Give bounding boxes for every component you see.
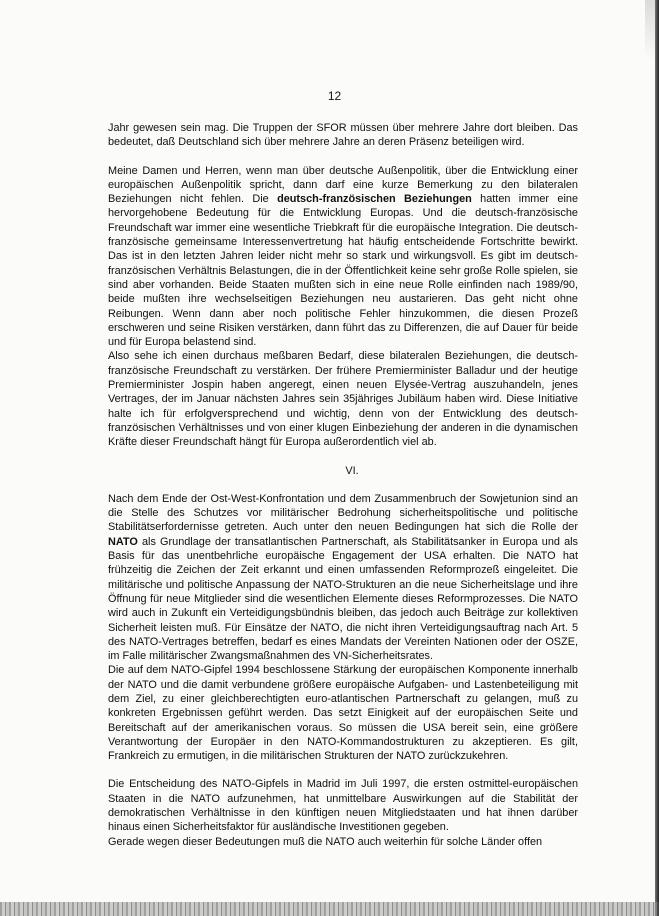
document-body [108,121,578,849]
text-run: Jahr gewesen sein mag. Die Truppen der SFOR müssen über mehrere Jahre dort bleiben. Das bedeutet, daß Deutschland sich über mehrere Jahre an deren Präsenz beteiligen wird. [108,122,578,149]
page-number: 12 [327,89,342,103]
paragraph [108,121,578,150]
scan-edge-bottom [0,902,659,916]
paragraph [108,164,578,350]
bold-phrase: deutsch-französischen Beziehungen [277,193,472,206]
section-heading [108,464,578,478]
paragraph [108,492,578,664]
scan-edge-right [655,0,659,916]
bold-phrase: NATO [108,535,138,548]
text-run: hatten immer eine hervorgehobene Bedeutung für die Entwicklung Europas. Und die deutsch-französische Freundschaft war immer eine wesentliche Triebkraft für die europäische Integration. Die deutsch-französische gemeinsame Interessenvertretung hat häufig entscheidende Fortschritte bewirkt. Das ist in den letzten Jahren leider nicht mehr so stark und wirkungsvoll. Es gibt im deutsch-französischen Verhältnis Belastungen, die in der Öffentlichkeit keine sehr große Rolle spielen, sie sind aber vorhanden. Beide Staaten mußten sich in eine neue Rolle einfinden nach 1989/90, beide mußten ihre wechselseitigen Beziehungen neu austarieren. Das geht nicht ohne Reibungen. Wenn dann aber noch politische Fehler hinzukommen, die diesen Prozeß erschweren und seine Risiken verstärken, dann führt das zu Differenzen, die auf Dauer für beide und für Europa belastend sind. [108,193,579,349]
paragraph [108,663,578,763]
paragraph-gap [108,763,578,777]
paragraph-gap [108,150,578,164]
text-run: Die auf dem NATO-Gipfel 1994 beschlossene Stärkung der europäischen Komponente innerhalb der NATO und die damit verbundene größere europäische Aufgaben- und Lastenbeteiligung mit dem Ziel, zu einer gleichberechtigten euro-atlantischen Partnerschaft zu gelangen, muß zu konkreten Ergebnissen geführt werden. Das setzt Einigkeit auf der europäischen Seite und Bereitschaft auf der amerikanischen voraus. So müssen die USA bereit sein, eine größere Verantwortung der Europäer in den NATO-Kommandostrukturen zu akzeptieren. Es gilt, Frankreich zu ermutigen, in die militärischen Strukturen der NATO zurückzukehren. [108,664,578,763]
paragraph [108,835,578,849]
text-run: Nach dem Ende der Ost-West-Konfrontation und dem Zusammenbruch der Sowjetunion sind an die Stelle des Schutzes vor militärischer Bedrohung sicherheitspolitische und politische Stabilitätserfordernisse getreten. Auch unter den neuen Bedingungen hat sich die Rolle der [108,492,578,534]
paragraph-gap [108,450,578,464]
text-run: als Grundlage der transatlantischen Partnerschaft, als Stabilitätsanker in Europa und als Basis für das unentbehrliche europäische Engagement der USA erhalten. Die NATO hat frühzeitig die Zeichen der Zeit erkannt und einen umfassenden Reformprozeß eingeleitet. Die militärische und politische Anpassung der NATO-Strukturen an die neue Sicherheitslage und ihre Öffnung für neue Mitglieder sind die wesentlichen Elemente dieses Reformprozesses. Die NATO wird auch in Zukunft ein Verteidigungsbündnis bleiben, das jedoch auch Beiträge zur kollektiven Sicherheit leisten muß. Für Einsätze der NATO, die nicht ihren Verteidigungsauftrag nach Art. 5 des NATO-Vertrages betreffen, bedarf es eines Mandats der Vereinten Nationen oder der OSZE, im Falle militärischer Zwangsmaßnahmen des VN-Sicherheitsrates. [108,535,578,663]
text-run: Gerade wegen dieser Bedeutungen muß die NATO auch weiterhin für solche Länder offen [108,835,543,848]
scan-shadow [645,0,655,60]
text-run: VI. [345,464,359,477]
text-run: Also sehe ich einen durchaus meßbaren Bedarf, diese bilateralen Beziehungen, die deutsch-französische Freundschaft zu verstärken. Der frühere Premierminister Balladur und der heutige Premierminister Jospin haben angeregt, einen neuen Elysée-Vertrag auszuhandeln, jenes Vertrages, der im Januar nächsten Jahres sein 35jähriges Jubiläum haben wird. Diese Initiative halte ich für erfolgversprechend und wichtig, denn von der Entwicklung des deutsch-französischen Verhältnisses und von einer klugen Einbeziehung der anderen in die dynamischen Kräfte dieser Freundschaft hängt für Europa außerordentlich viel ab. [108,350,578,449]
text-run: Die Entscheidung des NATO-Gipfels in Madrid im Juli 1997, die ersten ostmittel-europäischen Staaten in die NATO aufzunehmen, hat unmittelbare Auswirkungen auf die Stabilität der demokratischen Verhältnisse in den künftigen neuen Mitgliedstaaten und hat ihnen darüber hinaus einen Sicherheitsfaktor für ausländische Investitionen gegeben. [108,778,578,834]
text-run: Meine Damen und Herren, wenn man über deutsche Außenpolitik, über die Entwicklung einer europäischen Außenpolitik spricht, dann darf eine kurze Bemerkung zu den bilateralen Beziehungen nicht fehlen. Die [108,164,578,206]
paragraph [108,349,578,449]
paragraph [108,777,578,834]
paragraph-gap [108,478,578,492]
